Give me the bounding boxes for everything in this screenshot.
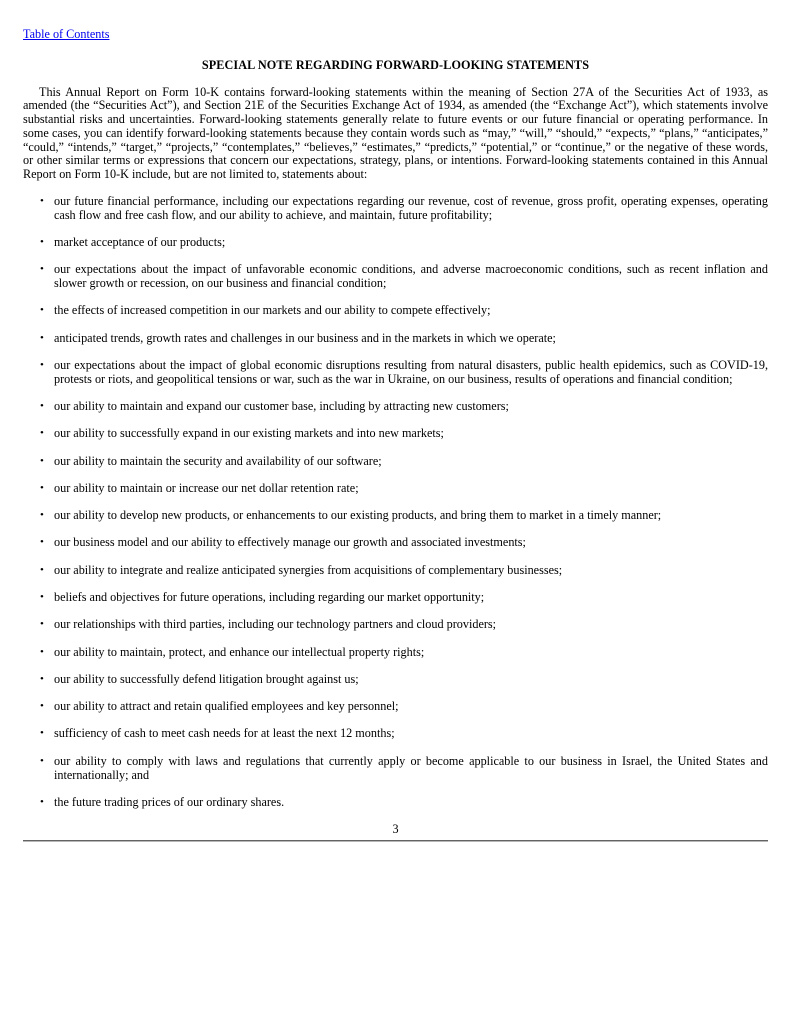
table-of-contents-link[interactable]: Table of Contents <box>23 27 110 41</box>
list-item-text: our ability to successfully expand in our existing markets and into new markets; <box>54 426 444 441</box>
bullet-icon: • <box>40 263 44 276</box>
footer-divider <box>23 840 768 842</box>
bullet-icon: • <box>40 481 44 494</box>
list-item <box>40 194 768 223</box>
list-item-text: our ability to maintain, protect, and enhance our intellectual property rights; <box>54 644 425 659</box>
list-item-text: beliefs and objectives for future operations, including regarding our market opportunity; <box>54 590 485 605</box>
bullet-icon: • <box>40 236 44 249</box>
list-item <box>40 699 768 714</box>
bullet-icon: • <box>40 304 44 317</box>
intro-paragraph: This Annual Report on Form 10-K contains forward-looking statements within the meaning of Section 27A of the Securities Act of 1933, as amended (the “Securities Act”), and Section 21E of the Securities Exchange Act of 1934, as amended (the “Exchange Act”), which statements involve substantial risks and uncertainties. Forward-looking statements generally relate to future events or our future financial or operating performance. In some cases, you can identify forward-looking statements because they contain words such as “may,” “will,” “should,” “expects,” “plans,” “anticipates,” “could,” “intends,” “target,” “projects,” “contemplates,” “believes,” “estimates,” “predicts,” “potential,” or “continue,” or the negative of these words, or other similar terms or expressions that concern our expectations, strategy, plans, or intentions. Forward-looking statements contained in this Annual Report on Form 10-K include, but are not limited to, statements about: <box>23 84 768 182</box>
list-item-text: our future financial performance, including our expectations regarding our revenue, cost of revenue, gross profit, operating expenses, operating cash flow and free cash flow, and our ability to achieve, and maintain, future profitability; <box>54 194 768 222</box>
list-item-text: anticipated trends, growth rates and challenges in our business and in the markets in which we operate; <box>54 330 556 345</box>
list-item-text: our ability to maintain the security and availability of our software; <box>54 453 382 468</box>
list-item-text: our expectations about the impact of global economic disruptions resulting from natural disasters, public health epidemics, such as COVID-19, protests or riots, and geopolitical tensions or war, such as the war in Ukraine, on our business, results of operations and financial condition; <box>54 358 768 386</box>
list-item-text: our ability to develop new products, or enhancements to our existing products, and bring them to market in a timely manner; <box>54 508 662 523</box>
list-item-text: our ability to successfully defend litigation brought against us; <box>54 671 359 686</box>
bullet-icon: • <box>40 400 44 413</box>
bullet-icon: • <box>40 795 44 808</box>
bullet-icon: • <box>40 672 44 685</box>
bullet-icon: • <box>40 563 44 576</box>
bullet-icon: • <box>40 454 44 467</box>
page-number: 3 <box>392 822 399 837</box>
list-item-text: sufficiency of cash to meet cash needs for at least the next 12 months; <box>54 726 395 741</box>
list-item <box>40 671 768 687</box>
bullet-icon: • <box>40 359 44 371</box>
bullet-icon: • <box>40 645 44 658</box>
bullet-icon: • <box>40 618 44 631</box>
bullet-icon: • <box>40 509 44 522</box>
bullet-icon: • <box>40 536 44 549</box>
bullet-icon: • <box>40 331 44 344</box>
list-item-text: our ability to integrate and realize anticipated synergies from acquisitions of complementary businesses; <box>54 562 563 577</box>
list-item-text: our ability to maintain and expand our customer base, including by attracting new customers; <box>54 399 509 414</box>
list-item <box>40 753 768 783</box>
list-item <box>40 617 768 632</box>
list-item <box>40 235 768 250</box>
list-item <box>40 358 768 387</box>
bullet-icon: • <box>40 591 44 604</box>
list-item <box>40 644 768 660</box>
list-item-text: our ability to attract and retain qualified employees and key personnel; <box>54 699 399 714</box>
list-item <box>40 480 768 496</box>
list-item <box>40 330 768 346</box>
list-item-text: market acceptance of our products; <box>54 235 226 250</box>
list-item-text: our business model and our ability to effectively manage our growth and associated investments; <box>54 535 526 550</box>
list-item-text: our relationships with third parties, including our technology partners and cloud providers; <box>54 617 497 632</box>
list-item-text: the future trading prices of our ordinary shares. <box>54 794 285 809</box>
bullet-icon: • <box>40 195 44 208</box>
list-item <box>40 508 768 523</box>
list-item-text: our ability to maintain or increase our net dollar retention rate; <box>54 480 359 495</box>
section-heading: SPECIAL NOTE REGARDING FORWARD-LOOKING STATEMENTS <box>201 57 590 72</box>
list-item <box>40 562 768 578</box>
list-item <box>40 262 768 291</box>
list-item <box>40 590 768 605</box>
list-item-text: our expectations about the impact of unfavorable economic conditions, and adverse macroeconomic conditions, such as recent inflation and slower growth or recession, on our business and financial condition; <box>54 262 768 291</box>
list-item <box>40 794 768 810</box>
bullet-icon: • <box>40 727 44 740</box>
list-item <box>40 535 768 550</box>
bullet-icon: • <box>40 754 44 767</box>
forward-looking-statements-list <box>23 195 768 810</box>
list-item <box>40 726 768 741</box>
bullet-icon: • <box>40 700 44 713</box>
list-item <box>40 453 768 469</box>
list-item <box>40 426 768 441</box>
list-item <box>40 303 768 318</box>
list-item <box>40 399 768 414</box>
list-item-text: our ability to comply with laws and regulations that currently apply or become applicable to our business in Israel, the United States and internationally; and <box>54 753 768 782</box>
bullet-icon: • <box>40 427 44 440</box>
list-item-text: the effects of increased competition in our markets and our ability to compete effectively; <box>54 303 491 318</box>
